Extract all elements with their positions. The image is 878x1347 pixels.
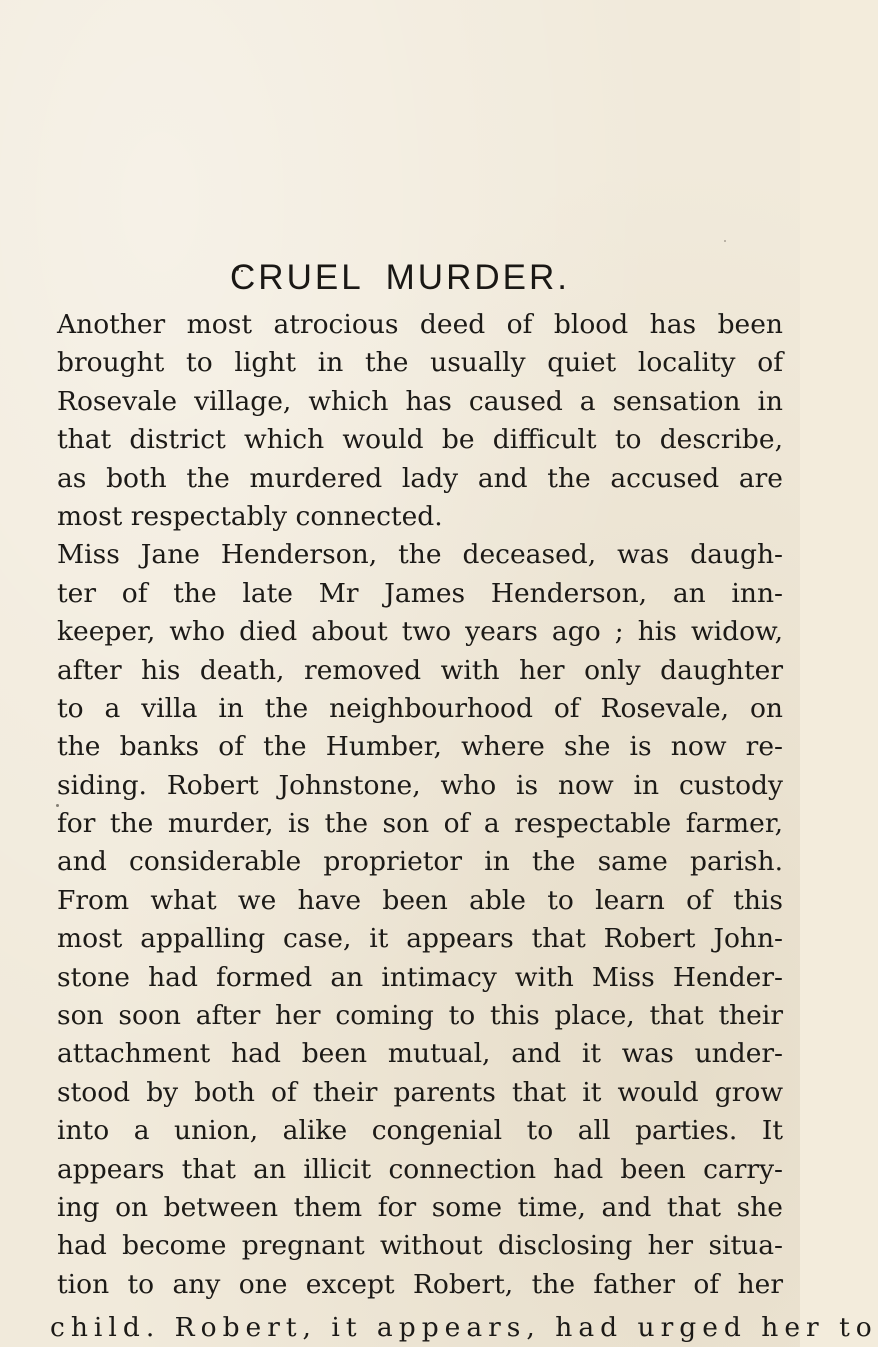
text-line: most appalling case, it appears that Robert John- bbox=[57, 923, 783, 955]
text-line: as both the murdered lady and the accused are bbox=[57, 462, 783, 494]
text-line: the banks of the Humber, where she is now re- bbox=[57, 731, 783, 763]
text-line: From what we have been able to learn of this bbox=[57, 884, 783, 916]
text-line: keeper, who died about two years ago ; his widow, bbox=[57, 616, 783, 648]
text-line: son soon after her coming to this place, that their bbox=[57, 1000, 783, 1032]
text-line: ing on between them for some time, and that she bbox=[57, 1191, 783, 1223]
text-line: ter of the late Mr James Henderson, an inn- bbox=[57, 577, 783, 609]
text-line: stone had formed an intimacy with Miss Hender- bbox=[57, 961, 783, 993]
text-line: for the murder, is the son of a respectable farmer, bbox=[57, 808, 783, 840]
text-line: to a villa in the neighbourhood of Rosevale, on bbox=[57, 692, 783, 724]
text-line: and considerable proprietor in the same parish. bbox=[57, 846, 783, 878]
title-word-murder: MURDER. bbox=[385, 258, 570, 297]
text-line: most respectably connected. bbox=[57, 500, 443, 532]
text-line: Another most atrocious deed of blood has been bbox=[57, 309, 783, 340]
article-title bbox=[0, 258, 800, 298]
text-line: attachment had been mutual, and it was under- bbox=[57, 1038, 783, 1070]
text-line: that district which would be difficult to describe, bbox=[57, 424, 783, 456]
text-line: Miss Jane Henderson, the deceased, was daugh- bbox=[57, 539, 783, 571]
text-line: tion to any one except Robert, the father of her bbox=[57, 1268, 783, 1300]
text-line: into a union, alike congenial to all parties. It bbox=[57, 1115, 783, 1147]
title-word-cruel: CRUEL bbox=[230, 258, 364, 297]
text-line: had become pregnant without disclosing her situa- bbox=[57, 1230, 783, 1262]
text-line: brought to light in the usually quiet locality of bbox=[57, 347, 783, 379]
text-line: Rosevale village, which has caused a sensation in bbox=[57, 385, 783, 417]
text-line: appears that an illicit connection had been carry- bbox=[57, 1153, 783, 1185]
text-line: siding. Robert Johnstone, who is now in custody bbox=[57, 769, 783, 801]
cut-off-text-line bbox=[50, 1312, 878, 1347]
ink-speck bbox=[724, 240, 726, 242]
cut-off-text: child. Robert, it appears, had urged her to bbox=[50, 1312, 878, 1343]
article-body bbox=[57, 306, 783, 1304]
text-line: after his death, removed with her only daughter bbox=[57, 654, 783, 686]
text-line: stood by both of their parents that it would grow bbox=[57, 1076, 783, 1108]
